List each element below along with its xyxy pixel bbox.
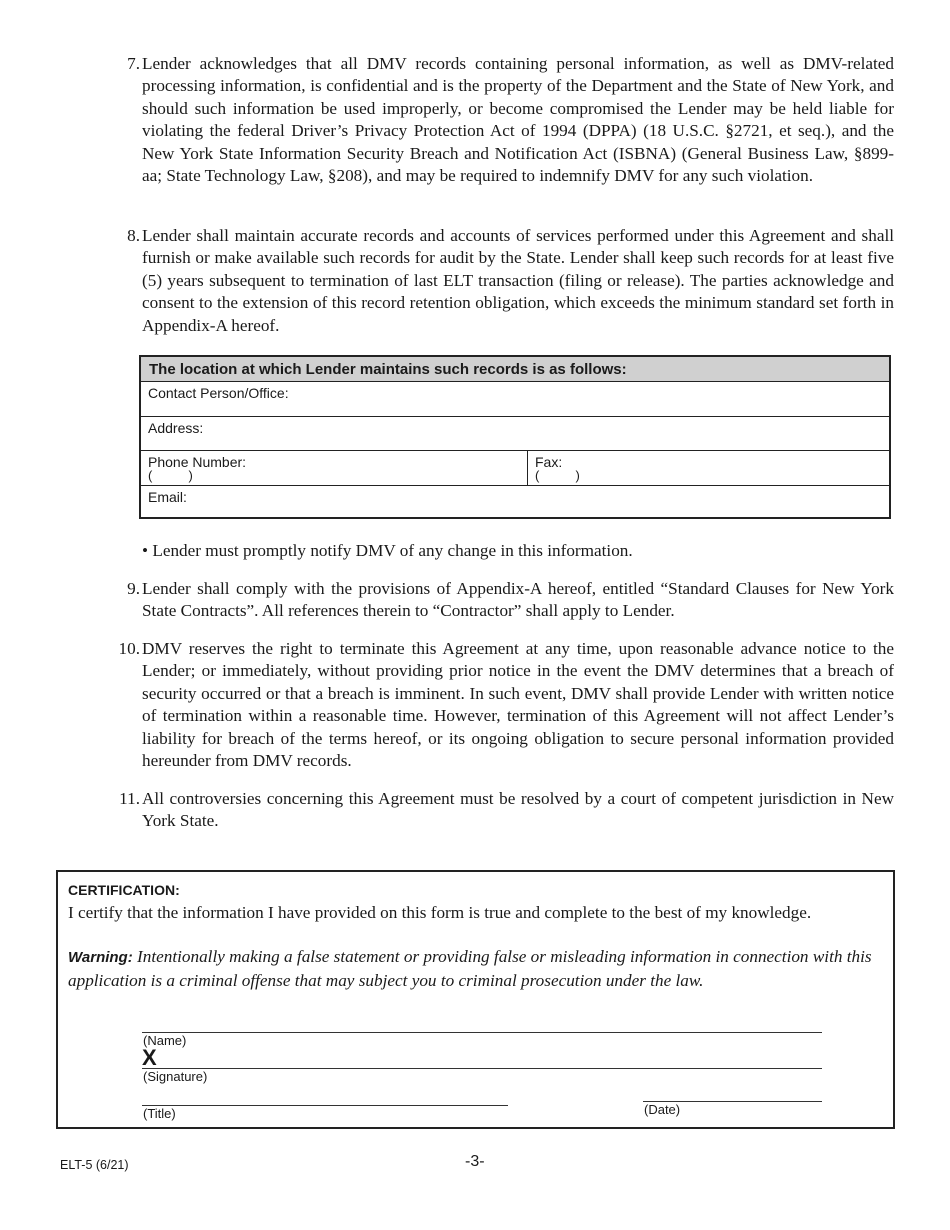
certification-title: CERTIFICATION: xyxy=(68,882,180,898)
clause-number: 11. xyxy=(119,789,140,808)
clause-7 xyxy=(110,53,894,187)
records-table-header: The location at which Lender maintains such records is as follows: xyxy=(141,357,889,382)
certification-box xyxy=(56,870,895,1129)
phone-fax-row xyxy=(141,451,889,486)
records-location-table xyxy=(139,355,891,519)
title-label: (Title) xyxy=(143,1106,176,1121)
warning-label: Warning: xyxy=(68,949,133,966)
contact-person-field[interactable] xyxy=(141,382,889,417)
title-line[interactable] xyxy=(142,1105,508,1106)
clause-number: 8. xyxy=(127,226,140,245)
clause-text: DMV reserves the right to terminate this Agreement at any time, upon reasonable advance notice to the Lender; or immediately, without providing prior notice in the event the DMV determines that a breach of security occurred or that a breach is imminent. In such event, DMV shall provide Lender with written notice of termination within a reasonable time. However, termination of this Agreement will not affect Lender’s liability for breach of the terms hereof, or its ongoing obligation to secure personal information provided hereunder from DMV records. xyxy=(142,639,894,771)
clause-text: Lender shall maintain accurate records and accounts of services performed under this Agreement and shall furnish or make available such records for audit by the State. Lender shall keep such records for at least five (5) years subsequent to termination of last ELT transaction (filing or release). The parties acknowledge and consent to the extension of this record retention obligation, which exceeds the minimum standard set forth in Appendix-A hereof. xyxy=(142,226,894,335)
phone-number-label: Phone Number: xyxy=(148,454,247,470)
phone-area-code-paren: ( ) xyxy=(148,468,193,483)
clause-10 xyxy=(110,638,894,772)
signature-label: (Signature) xyxy=(143,1069,208,1084)
email-field[interactable] xyxy=(141,486,889,521)
certification-warning xyxy=(68,946,883,992)
fax-label: Fax: xyxy=(535,454,563,470)
fax-field[interactable] xyxy=(528,451,889,485)
clause-text: All controversies concerning this Agreement must be resolved by a court of competent jurisdiction in New York State. xyxy=(142,789,894,831)
clause-number: 7. xyxy=(127,54,140,73)
signature-x-mark: X xyxy=(142,1045,157,1070)
clause-11 xyxy=(110,788,894,833)
form-id: ELT-5 (6/21) xyxy=(60,1158,129,1172)
notice-bullet: • Lender must promptly notify DMV of any change in this information. xyxy=(142,541,633,560)
name-label: (Name) xyxy=(143,1033,187,1048)
clause-text: Lender shall comply with the provisions of Appendix-A hereof, entitled “Standard Clauses for New York State Contracts”. All references therein to “Contractor” shall apply to Lender. xyxy=(142,579,894,621)
certification-statement: I certify that the information I have provided on this form is true and complete to the best of my knowledge. xyxy=(68,903,812,922)
page-number: -3- xyxy=(465,1153,485,1170)
clause-9 xyxy=(110,578,894,623)
address-field[interactable] xyxy=(141,417,889,452)
clause-text: Lender acknowledges that all DMV records containing personal information, as well as DMV-related processing information, is confidential and is the property of the Department and the State of New York, and should such information be used improperly, or become compromised the Lender may be held liable for violating the federal Driver’s Privacy Protection Act of 1994 (DPPA) (18 U.S.C. §2721, et seq.), and the New York State Information Security Breach and Notification Act (ISBNA) (General Business Law, §899-aa; State Technology Law, §208), and may be required to indemnify DMV for any such violation. xyxy=(142,54,894,186)
name-line[interactable] xyxy=(142,1032,822,1033)
warning-text: Intentionally making a false statement or providing false or misleading information in connection with this application is a criminal offense that may subject you to criminal prosecution under the law. xyxy=(68,947,872,990)
signature-line[interactable] xyxy=(142,1068,822,1069)
clause-number: 10. xyxy=(118,639,140,658)
email-label: Email: xyxy=(148,488,187,505)
clause-8 xyxy=(110,225,894,337)
clause-number: 9. xyxy=(127,579,140,598)
date-label: (Date) xyxy=(644,1102,681,1117)
address-label: Address: xyxy=(148,419,204,436)
contact-person-label: Contact Person/Office: xyxy=(148,385,289,401)
fax-area-code-paren: ( ) xyxy=(535,468,580,483)
phone-number-field[interactable] xyxy=(141,451,527,485)
